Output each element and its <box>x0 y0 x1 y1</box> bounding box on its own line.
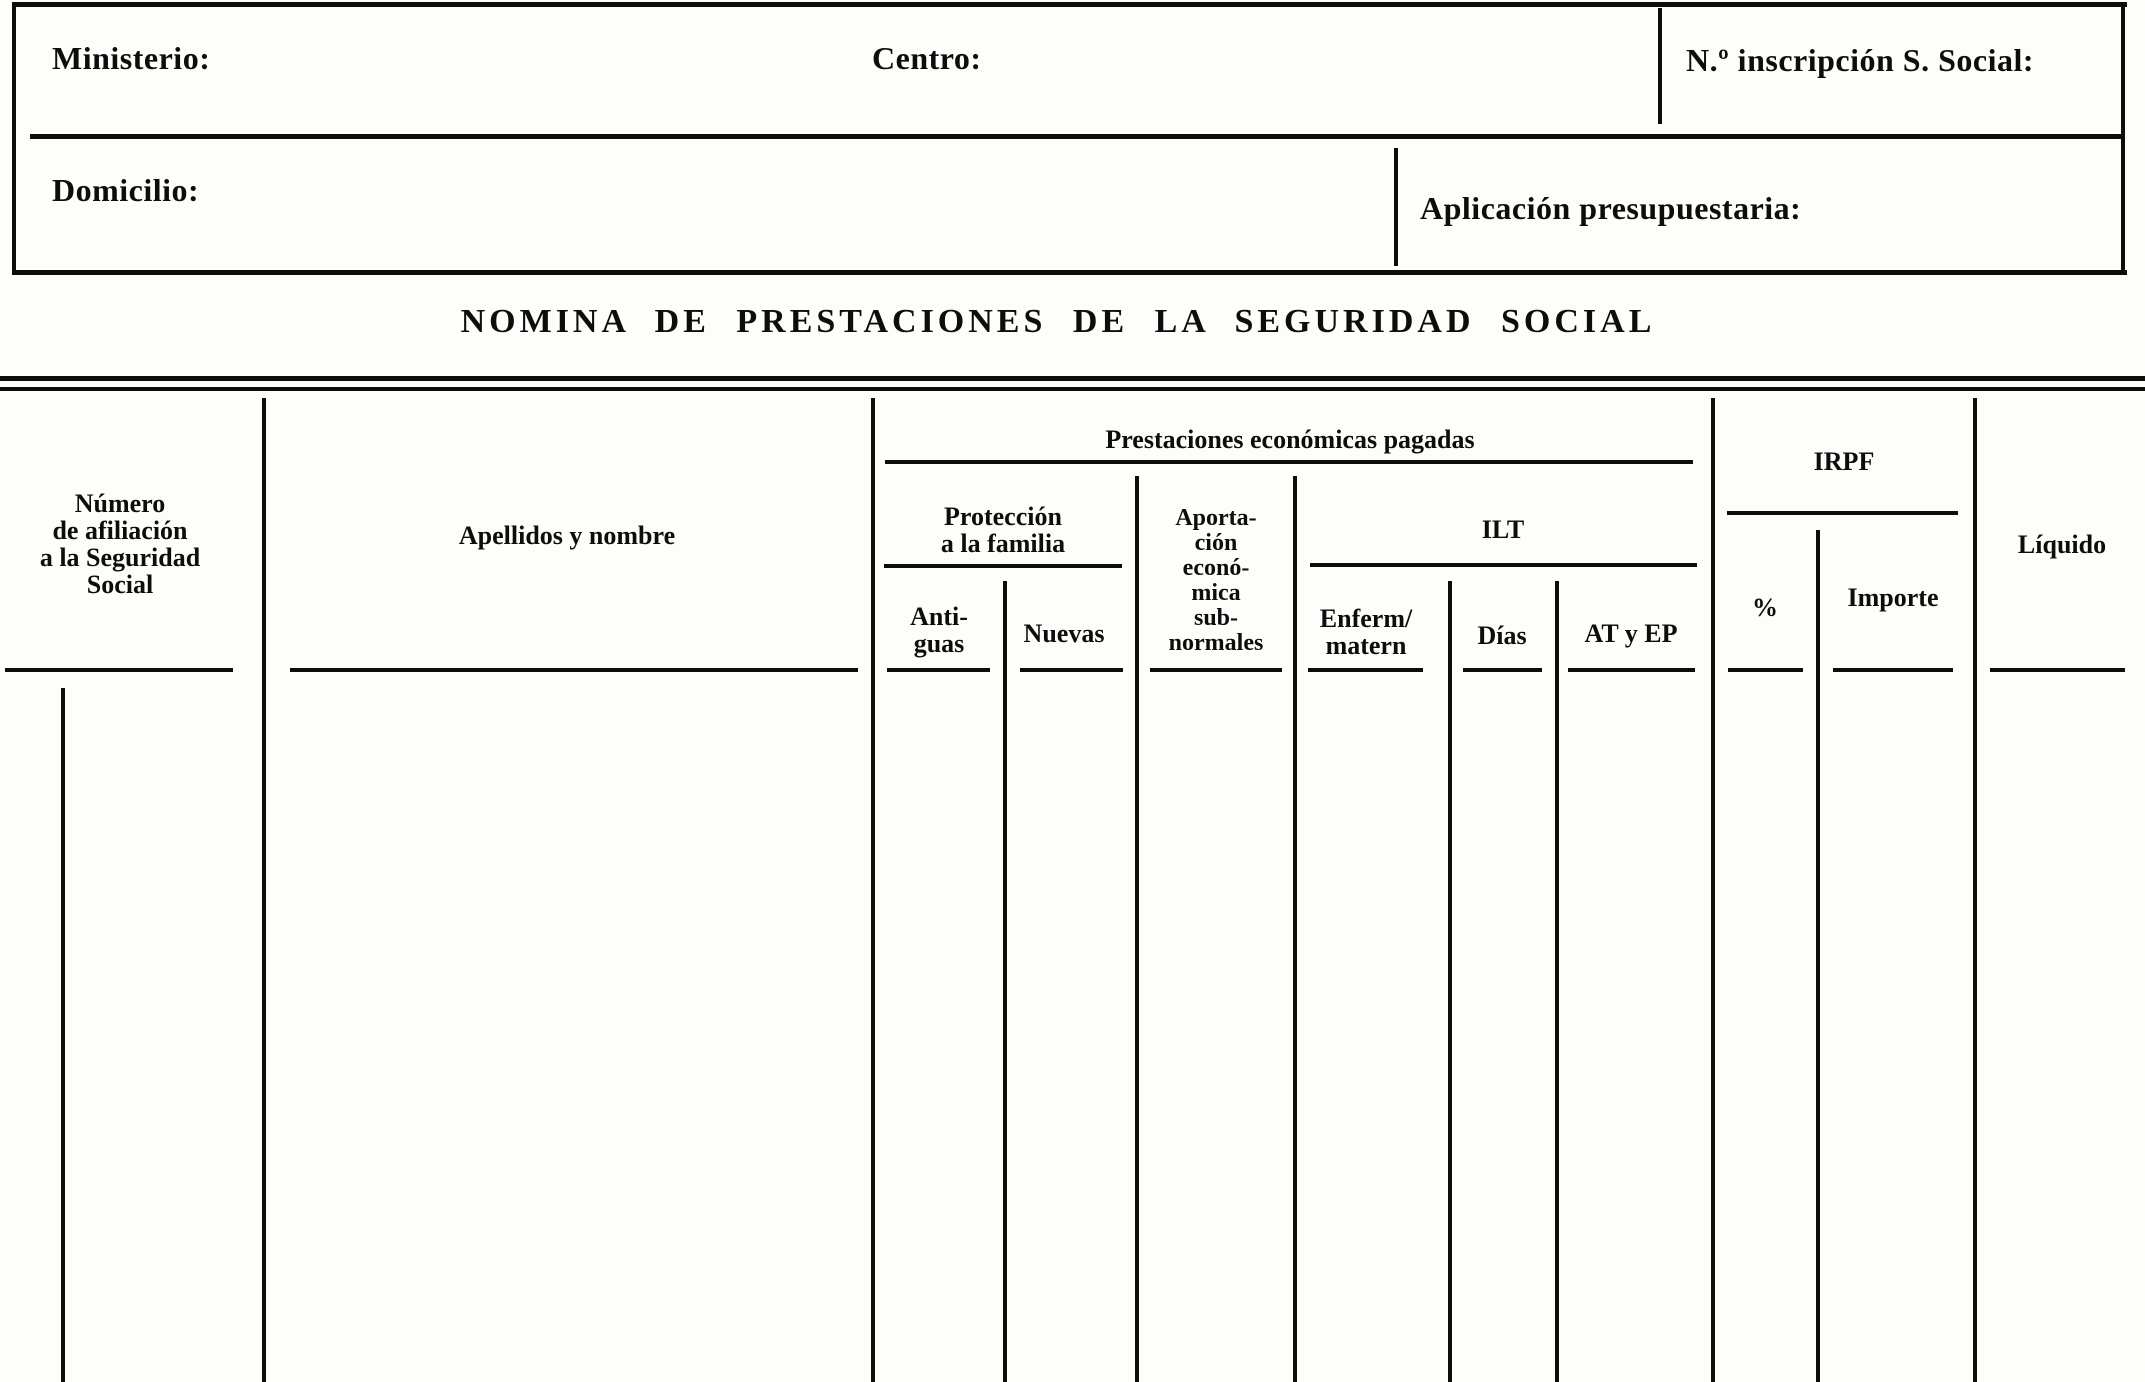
column-header-importe: Importe <box>1847 583 1939 612</box>
pct-underline <box>1728 668 1803 672</box>
header-box-top-border <box>12 2 2127 7</box>
aplicacion-value-field[interactable] <box>1815 176 2115 261</box>
enferm-underline <box>1308 668 1423 672</box>
apellidos-underline <box>290 668 858 672</box>
centro-inscripcion-divider <box>1658 8 1662 124</box>
group-header-proteccion: Protección a la familia <box>940 502 1066 558</box>
irpf-group-underline <box>1727 511 1958 515</box>
column-header-atep: AT y EP <box>1584 619 1678 648</box>
ministerio-label: Ministerio: <box>52 40 211 76</box>
importe-underline <box>1833 668 1953 672</box>
column-header-pct: % <box>1752 593 1778 622</box>
header-box-bottom-border <box>12 270 2127 275</box>
header-box-left-border <box>12 2 16 275</box>
column-header-dias: Días <box>1477 621 1527 650</box>
column-header-enferm: Enferm/ matern <box>1319 604 1413 660</box>
group-header-ilt: ILT <box>1481 515 1525 544</box>
atep-underline <box>1568 668 1695 672</box>
column-header-aportacion: Aporta- ción econó- mica sub- normales <box>1168 505 1264 656</box>
domicilio-aplicacion-divider <box>1394 148 1398 266</box>
table-body-empty <box>0 690 2145 1382</box>
antiguas-underline <box>887 668 990 672</box>
centro-label: Centro: <box>872 40 982 76</box>
form-title: NOMINA DE PRESTACIONES DE LA SEGURIDAD SOCIAL <box>460 303 1656 340</box>
prestaciones-group-underline <box>885 460 1693 464</box>
header-box-row-separator <box>30 134 2123 139</box>
column-header-apellidos: Apellidos y nombre <box>458 521 676 550</box>
group-header-irpf: IRPF <box>1813 447 1875 476</box>
aportacion-underline <box>1150 668 1282 672</box>
nuevas-underline <box>1020 668 1123 672</box>
title-double-rule-bottom <box>0 387 2145 391</box>
domicilio-label: Domicilio: <box>52 172 200 208</box>
column-header-nuevas: Nuevas <box>1023 619 1105 648</box>
centro-value-field[interactable] <box>995 30 1645 125</box>
column-header-antiguas: Anti- guas <box>910 602 968 658</box>
inscripcion-value-field[interactable] <box>1686 84 2116 129</box>
proteccion-group-underline <box>884 564 1122 568</box>
inscripcion-label: N.º inscripción S. Social: <box>1686 42 2035 78</box>
header-box-right-border <box>2121 2 2125 275</box>
group-header-prestaciones: Prestaciones económicas pagadas <box>1105 425 1475 454</box>
ministerio-value-field[interactable] <box>240 30 850 125</box>
afiliacion-underline <box>5 668 233 672</box>
column-header-afiliacion: Número de afiliación a la Seguridad Social <box>39 489 201 599</box>
liquido-underline <box>1990 668 2125 672</box>
aplicacion-label: Aplicación presupuestaria: <box>1420 190 1802 226</box>
ilt-group-underline <box>1310 563 1697 567</box>
domicilio-value-field[interactable] <box>240 165 1380 260</box>
title-double-rule-top <box>0 376 2145 381</box>
column-header-liquido: Líquido <box>2017 530 2107 559</box>
dias-underline <box>1463 668 1542 672</box>
